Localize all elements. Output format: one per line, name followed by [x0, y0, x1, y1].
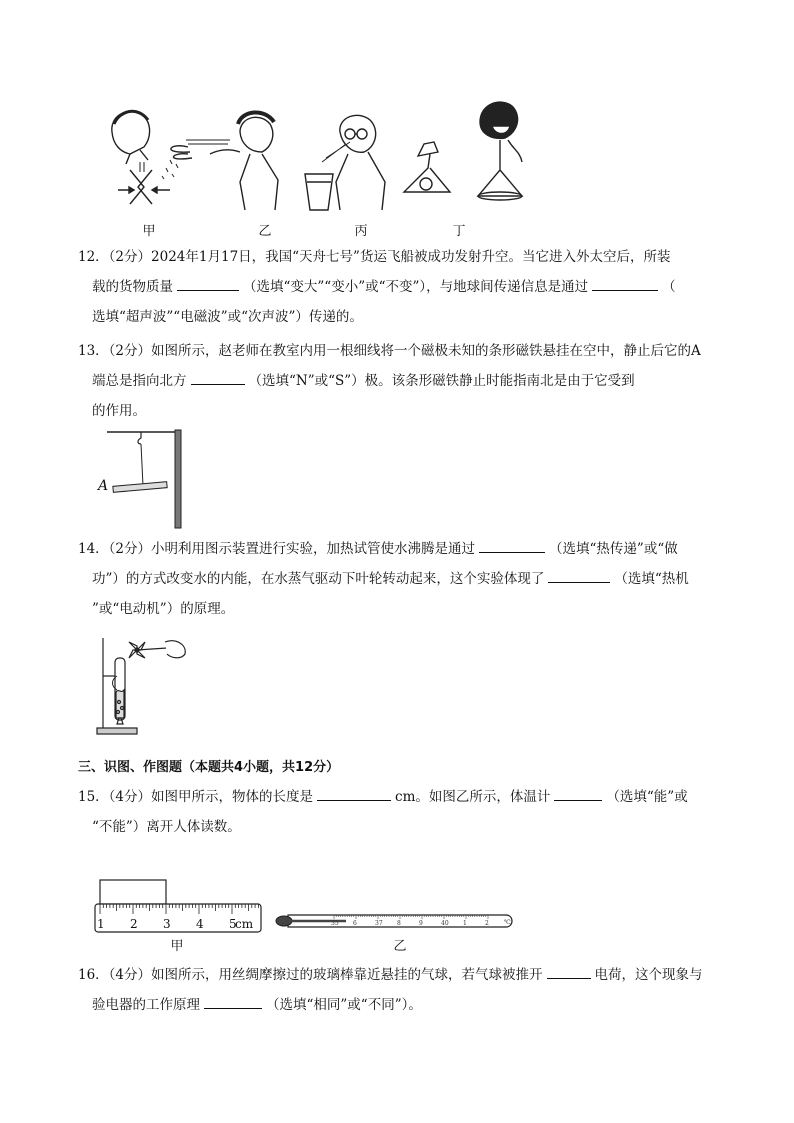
figure-yi-drawing [162, 112, 278, 210]
question-15-line1 [78, 782, 718, 812]
figure-ding-drawing [404, 102, 522, 200]
question-14-text2a: 功”）的方式改变水的内能，在水蒸气驱动下叶轮转动起来，这个实验体现了 [92, 571, 545, 587]
question-12-text1: 2024年1月17日，我国“天舟七号”货运飞船被成功发射升空。当它进入外太空后，所装 [151, 249, 671, 265]
question-13-line1 [78, 336, 718, 366]
question-16-blank-1[interactable] [547, 964, 591, 979]
question-15-blank-1[interactable] [317, 786, 391, 801]
question-13-line3: 的作用。 [92, 403, 146, 419]
question-12-blank-2[interactable] [592, 276, 658, 291]
magnet-end-label-a: A [98, 478, 109, 494]
thermometer-tick-label: 37 [375, 920, 383, 927]
question-13-text1: 如图所示，赵老师在教室内用一根细线将一个磁极未知的条形磁铁悬挂在空中，静止后它的A [151, 343, 701, 359]
question-13-text2a: 端总是指向北方 [92, 373, 187, 389]
figure-jia-drawing [112, 111, 170, 204]
question-13-blank-1[interactable] [191, 370, 245, 385]
question-16-text2a: 验电器的工作原理 [92, 997, 200, 1013]
ruler-tick-label: 5 [229, 917, 237, 931]
question-15-text1b: cm。如图乙所示，体温计 [395, 789, 551, 805]
question-14-text2b: （选填“热机 [614, 571, 689, 587]
question-16-line1 [78, 960, 718, 990]
question-13-number: 13．（2分） [78, 343, 152, 359]
figure-top-label-yi: 乙 [258, 224, 272, 239]
thermometer-figure [274, 910, 516, 932]
thermometer-unit-label: ℃ [504, 919, 511, 926]
ruler-tick-label: 1 [97, 917, 105, 931]
ruler-unit-label: cm [235, 917, 254, 931]
question-12-text2c: （ [662, 279, 676, 295]
thermometer-tick-label: 1 [463, 920, 467, 927]
question-14-line3: ”或“电动机”）的原理。 [92, 601, 235, 617]
question-14-line2 [78, 564, 718, 594]
figure-top-drawings [100, 92, 540, 242]
question-16-line2 [78, 990, 718, 1020]
question-12-number: 12．（2分） [78, 249, 152, 265]
figure-top-label-bing: 丙 [354, 224, 368, 239]
ruler-diagram [93, 876, 265, 938]
thermometer-tick-label: 35 [331, 920, 339, 927]
ruler-tick-label: 2 [130, 917, 138, 931]
thermometer-tick-label: 8 [397, 920, 401, 927]
question-14-line1 [78, 534, 718, 564]
question-16-text1a: 如图所示，用丝绸摩擦过的玻璃棒靠近悬挂的气球，若气球被推开 [151, 967, 543, 983]
question-14 [78, 534, 718, 624]
question-13-text2b: （选填“N”或“S”）极。该条形磁铁静止时能指南北是由于它受到 [248, 373, 635, 389]
question-14-number: 14．（2分） [78, 541, 152, 557]
question-16-number: 16．（4分） [78, 967, 152, 983]
question-14-blank-2[interactable] [548, 568, 610, 583]
figure-top [100, 92, 540, 242]
question-16 [78, 960, 718, 1020]
figure-top-label-ding: 丁 [452, 224, 466, 239]
question-13-figure [95, 428, 195, 530]
question-15-number: 15．（4分） [78, 789, 152, 805]
section-3-heading: 三、识图、作图题（本题共4小题，共12分） [78, 760, 340, 775]
thermometer-tick-label: 6 [353, 920, 357, 927]
question-15-text1a: 如图甲所示，物体的长度是 [151, 789, 314, 805]
steam-turbine-diagram [95, 632, 195, 738]
figure-bing-drawing [305, 115, 385, 210]
thermometer-tick-label: 2 [485, 920, 489, 927]
thermometer-tick-label: 40 [441, 920, 449, 927]
question-12-line1 [78, 242, 718, 272]
question-14-text1b: （选填“热传递”或“做 [549, 541, 678, 557]
ruler-figure-label: 甲 [170, 939, 184, 954]
question-15-line2: “不能”）离开人体读数。 [92, 819, 241, 835]
question-16-text2b: （选填“相同”或“不同”）。 [266, 997, 422, 1013]
question-14-figure [95, 632, 195, 738]
question-12-blank-1[interactable] [177, 276, 239, 291]
question-12 [78, 242, 718, 332]
thermometer-tick-label: 9 [419, 920, 423, 927]
magnet-diagram [95, 428, 195, 530]
question-13-line2 [78, 366, 718, 396]
measured-object [100, 880, 166, 904]
question-12-text2b: （选填“变大”“变小”或“不变”），与地球间传递信息是通过 [243, 279, 589, 295]
ruler-tick-label: 4 [196, 917, 204, 931]
question-14-blank-1[interactable] [479, 538, 545, 553]
figure-top-label-jia: 甲 [142, 224, 156, 239]
question-12-text2a: 载的货物质量 [92, 279, 173, 295]
question-16-blank-2[interactable] [204, 994, 262, 1009]
question-15-text1c: （选填“能”或 [606, 789, 688, 805]
question-15-blank-2[interactable] [554, 786, 602, 801]
ruler-tick-label: 3 [163, 917, 171, 931]
question-15 [78, 782, 718, 842]
question-12-line2 [78, 272, 718, 302]
question-16-text1b: 电荷，这个现象与 [594, 967, 703, 983]
question-13 [78, 336, 718, 426]
ruler-figure [93, 876, 265, 938]
question-12-line3: 选填“超声波”“电磁波”或“次声波”）传递的。 [92, 309, 363, 325]
thermometer-figure-label: 乙 [393, 939, 407, 954]
thermometer-diagram [274, 910, 516, 932]
question-14-text1a: 小明利用图示装置进行实验，加热试管使水沸腾是通过 [151, 541, 476, 557]
